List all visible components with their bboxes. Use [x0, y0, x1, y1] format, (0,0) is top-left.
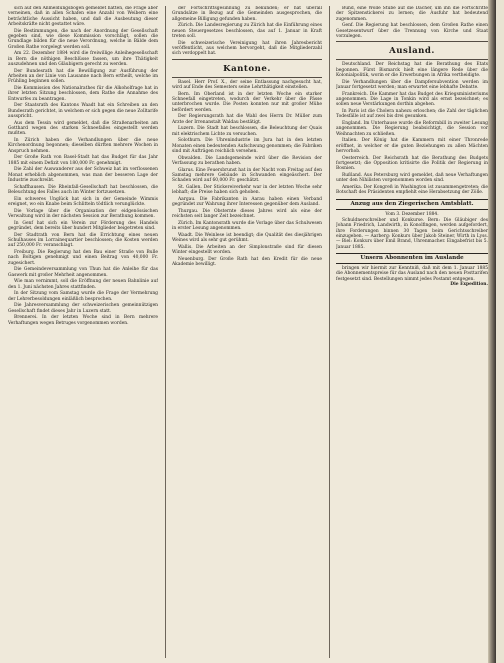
article-paragraph: Bund, eine Wolle Stube auf die Dächer, um ihn die Fortschritte der Spitzenstickerei zu lernen; die Ausfuhr hat bedeutend zugenommen.: [336, 6, 488, 22]
article-paragraph: Obwalden. Die Landsgemeinde wird über die Revision der Verfassung zu berathen haben.: [172, 155, 322, 166]
anzeigen-body: Schuldnerschreiber und Konkurse. Bern: Die Gläubiger des Johann Friedrich, Landwirth, in Konolfingen, werden aufgefordert, ihre Forderungen binnen 30 Tagen beim Gerichtsschreiber einzugeben. — Aarberg: Konkurs über Jakob Steiner, Wirth in Lyss. — Biel: Konkurs über Emil Brand, Uhrenmacher. Eingabefrist bis 5. Januar 1885.: [336, 218, 488, 250]
section-divider: [336, 41, 488, 42]
column-left: [8, 6, 158, 658]
article-paragraph: In Paris ist die Cholera nahezu erloschen; die Zahl der täglichen Todesfälle ist auf zwei bis drei gesunken.: [336, 109, 488, 120]
section-title-kantone: Kantone.: [223, 63, 271, 74]
column-divider: [165, 6, 166, 658]
article-paragraph: Die Zahl der Auswanderer aus der Schweiz hat im verflossenen Monat erheblich abgenommen, was man der besseren Lage der Industrie zuschreibt.: [8, 167, 158, 183]
article-paragraph: Italien. Der König hat die Kammern mit einer Thronrede eröffnet, in welcher er die guten Beziehungen zu allen Mächten hervorhob.: [336, 138, 488, 154]
article-paragraph: Aus dem Tessin wird gemeldet, daß die Straßenarbeiten am Gotthard wegen des starken Schneefalles eingestellt werden mußten.: [8, 120, 158, 137]
section-title-ausland: Ausland.: [389, 46, 435, 57]
article-paragraph: Wallis. Die Arbeiten an der Simplonstraße sind für diesen Winter eingestellt worden.: [172, 244, 322, 256]
article-paragraph: Aargau. Die Fabrikanten in Aarau haben einen Verband gegründet zur Wahrung ihrer Interessen gegenüber dem Ausland.: [172, 196, 322, 208]
anzeigen-date: Vom 3. Dezember 1884.: [385, 211, 439, 217]
article-paragraph: sich auf den Anmeldungsbogen gemeldet hätten, die Frage aber verneinen, daß in allen Schafen eine Anzahl von Weibern eine beträchtliche Aussicht haben, und daß die Ausbeutung dieser Arbeitskräfte nicht gestattet wäre.: [8, 6, 158, 28]
column-middle: [172, 6, 322, 658]
article-paragraph: Der Regierungsrath hat die Wahl des Herrn Dr. Müller zum Arzte der Irrenanstalt Waldau bestätigt.: [172, 114, 322, 125]
article-paragraph: Schaffhausen. Die Rheinfall-Gesellschaft hat beschlossen, die Beleuchtung des Falles auch im Winter fortzusetzen.: [8, 184, 158, 195]
article-paragraph: Solothurn. Die Uhrenindustrie im Jura hat in den letzten Monaten einen bedeutenden Aufschwung genommen; die Fabriken sind mit Aufträgen reichlich versehen.: [172, 138, 322, 154]
article-paragraph: Basel. Herr Prof. X., der seine Entlassung nachgesucht hat, wird auf Ende des Semesters seine Lehrthätigkeit einstellen.: [172, 79, 322, 91]
article-paragraph: Amerika. Der Kongreß in Washington ist zusammengetreten; die Botschaft des Präsidenten empfiehlt eine Herabsetzung der Zölle.: [336, 184, 488, 196]
article-paragraph: Oesterreich. Der Reichsrath hat die Berathung des Budgets fortgesetzt; die Opposition kritisirte die Politik der Regierung in Bosnien.: [336, 155, 488, 172]
article-paragraph: Die Verhandlungen über die Dampfersubvention werden im Januar fortgesetzt werden; man erwartet eine lebhafte Debatte.: [336, 79, 488, 91]
section-divider: [336, 59, 488, 60]
article-paragraph: Der Staatsrath des Kantons Waadt hat ein Schreiben an den Bundesrath gerichtet, in welchem er sich gegen die neue Zolltarife ausspricht.: [8, 103, 158, 120]
anzeigen-heading: Anzug aus den Ziegerischen Amtsblatt.: [336, 199, 488, 210]
article-paragraph: Bern. Im Oberland ist in der letzten Woche ein starker Schneefall eingetreten, wodurch der Verkehr über die Pässe unterbrochen wurde. Die Posten konnten nur mit großer Mühe befördert werden.: [172, 91, 322, 113]
article-paragraph: Die Jahresversammlung der schweizerischen gemeinnützigen Gesellschaft findet dieses Jahr in Luzern statt.: [8, 303, 158, 314]
article-paragraph: In Genf hat sich ein Verein zur Förderung des Handels gegründet, dem bereits über hundert Mitglieder beigetreten sind.: [8, 220, 158, 231]
article-paragraph: Genf. Die Regierung hat beschlossen, dem Großen Rathe einen Gesetzesentwurf über die Trennung von Kirche und Staat vorzulegen.: [336, 23, 488, 40]
article-paragraph: Thurgau. Die Obsternte dieses Jahres wird als eine der reichsten seit langer Zeit bezeichnet.: [172, 208, 322, 220]
article-paragraph: Die Gemeindeversammlung von Thun hat die Anleihe für das Gaswerk mit großer Mehrheit angenommen.: [8, 267, 158, 278]
abonnenten-body: bringen wir hiermit zur Kenntniß, daß mit dem 1. Januar 1885 die Abonnementspreise für das Ausland nach den neuen Posttarifen festgesetzt sind. Bestellungen nimmt jedes Postamt entgegen.: [336, 266, 488, 282]
article-paragraph: Freiburg. Die Regierung hat den Bau einer Straße von Bulle nach Boltigen genehmigt und einen Beitrag von 40,000 Fr. zugesichert.: [8, 249, 158, 266]
article-paragraph: Am 22. Dezember 1884 wird die freiwillige Anleihegesellschaft in Bern die nöthigen Beschlüsse fassen, um ihre Thätigkeit auszudehnen und den Gläubigern gerecht zu werden.: [8, 51, 158, 68]
article-paragraph: Brennerei. In der letzten Woche sind in Bern mehrere Verhaftungen wegen Betruges vorgenommen worden.: [8, 315, 158, 326]
article-paragraph: Waadt. Die Weinlese ist beendigt; die Qualität des diesjährigen Weines wird als sehr gut gerühmt.: [172, 232, 322, 244]
article-paragraph: St. Gallen. Der Stickereiverkehr war in der letzten Woche sehr lebhaft; die Preise haben sich gehoben.: [172, 184, 322, 196]
article-paragraph: Ein schweres Unglück hat sich in der Gemeinde Wimmis ereignet, wo ein Knabe beim Schlitteln tödtlich verunglückte.: [8, 196, 158, 207]
article-paragraph: Rußland. Aus Petersburg wird gemeldet, daß neue Verhaftungen unter den Nihilisten vorgenommen worden sind.: [336, 172, 488, 184]
article-paragraph: Zürich. Im Kantonsrath wurde die Vorlage über das Schulwesen in erster Lesung angenommen.: [172, 220, 322, 232]
section-divider: [172, 59, 322, 60]
article-paragraph: Luzern. Die Stadt hat beschlossen, die Beleuchtung der Quais mit elektrischem Lichte zu versuchen.: [172, 126, 322, 137]
abonnenten-sign: Die Expedition.: [450, 282, 488, 288]
article-paragraph: Die Kommission des Nationalrathes für die Alkoholfrage hat in ihrer letzten Sitzung beschlossen, dem Rathe die Annahme des Entwurfes zu beantragen.: [8, 86, 158, 102]
article-paragraph: Die schweizerische Vereinigung hat ihren Jahresbericht veröffentlicht, aus welchem hervorgeht, daß die Mitgliederzahl sich verdoppelt hat.: [172, 40, 322, 57]
article-paragraph: Wie man vernimmt, soll die Eröffnung der neuen Bahnlinie auf den 1. Juni nächsten Jahres stattfinden.: [8, 279, 158, 290]
article-paragraph: Die Bestimmungen, die nach der Anordnung der Gesellschaft gegeben sind, wie diese Kommission vorschlägt, sollen die Grundlage bilden für die neue Verordnung, welche in Bälde dem Großen Rathe vorgelegt werden soll.: [8, 28, 158, 50]
article-paragraph: Glarus. Eine Feuersbrunst hat in der Nacht vom Freitag auf den Samstag mehrere Gebäude in Schwanden eingeäschert. Der Schaden wird auf 60,000 Fr. geschätzt.: [172, 167, 322, 184]
column-divider: [329, 6, 330, 658]
abonnenten-heading: Unsern Abonnenten im Auslande: [336, 253, 488, 264]
article-paragraph: In Zürich haben die Verhandlungen über die neue Kirchenordnung begonnen; dieselben dürften mehrere Wochen in Anspruch nehmen.: [8, 137, 158, 154]
section-divider: [172, 77, 322, 78]
article-paragraph: Der Stadtrath von Bern hat die Errichtung eines neuen Schulhauses im Lorrainequartier beschlossen; die Kosten werden auf 250,000 Fr. veranschlagt.: [8, 232, 158, 249]
article-paragraph: Deutschland. Der Reichstag hat die Berathung des Etats begonnen. Fürst Bismarck hielt eine längere Rede über die Kolonialpolitik, worin er die Erwerbungen in Afrika vertheidigte.: [336, 62, 488, 79]
article-paragraph: England. Im Unterhause wurde die Reformbill in zweiter Lesung angenommen. Die Regierung beabsichtigt, die Session vor Weihnachten zu schließen.: [336, 120, 488, 137]
article-paragraph: Der Bundesrath hat die Bewilligung zur Ausführung der Arbeiten an der Linie von Lausanne nach Bern ertheilt, welche im Frühling beginnen sollen.: [8, 68, 158, 85]
article-paragraph: Der Große Rath von Basel-Stadt hat das Budget für das Jahr 1885 mit einem Defizit von 180,000 Fr. genehmigt.: [8, 155, 158, 166]
column-right: [336, 6, 488, 658]
article-paragraph: Die Vorlage über die Organisation der eidgenössischen Verwaltung wird in der nächsten Session zur Berathung kommen.: [8, 208, 158, 219]
article-paragraph: In der Sitzung vom Samstag wurde die Frage der Vermehrung der Lehrerbesoldungen einläßlich besprochen.: [8, 291, 158, 302]
article-paragraph: der Fortschrittsgesinnung zu bekunden; er hat überall Grundsätze in Bezug auf die Gemeinden ausgesprochen, die allgemeine Billigung gefunden haben.: [172, 6, 322, 22]
article-paragraph: Neuenburg. Der Große Rath hat den Kredit für die neue Akademie bewilligt.: [172, 256, 322, 268]
article-paragraph: Frankreich. Die Kammer hat das Budget des Kriegsministeriums angenommen. Die Lage in Tonkin wird als ernst bezeichnet; es sollen neue Verstärkungen dorthin abgehen.: [336, 91, 488, 108]
page-binding-edge: [488, 0, 496, 663]
article-paragraph: Zürich. Die Landesregierung zu Zürich hat die Einführung eines neuen Steuergesetzes beschlossen, das auf 1. Januar in Kraft treten soll.: [172, 23, 322, 40]
